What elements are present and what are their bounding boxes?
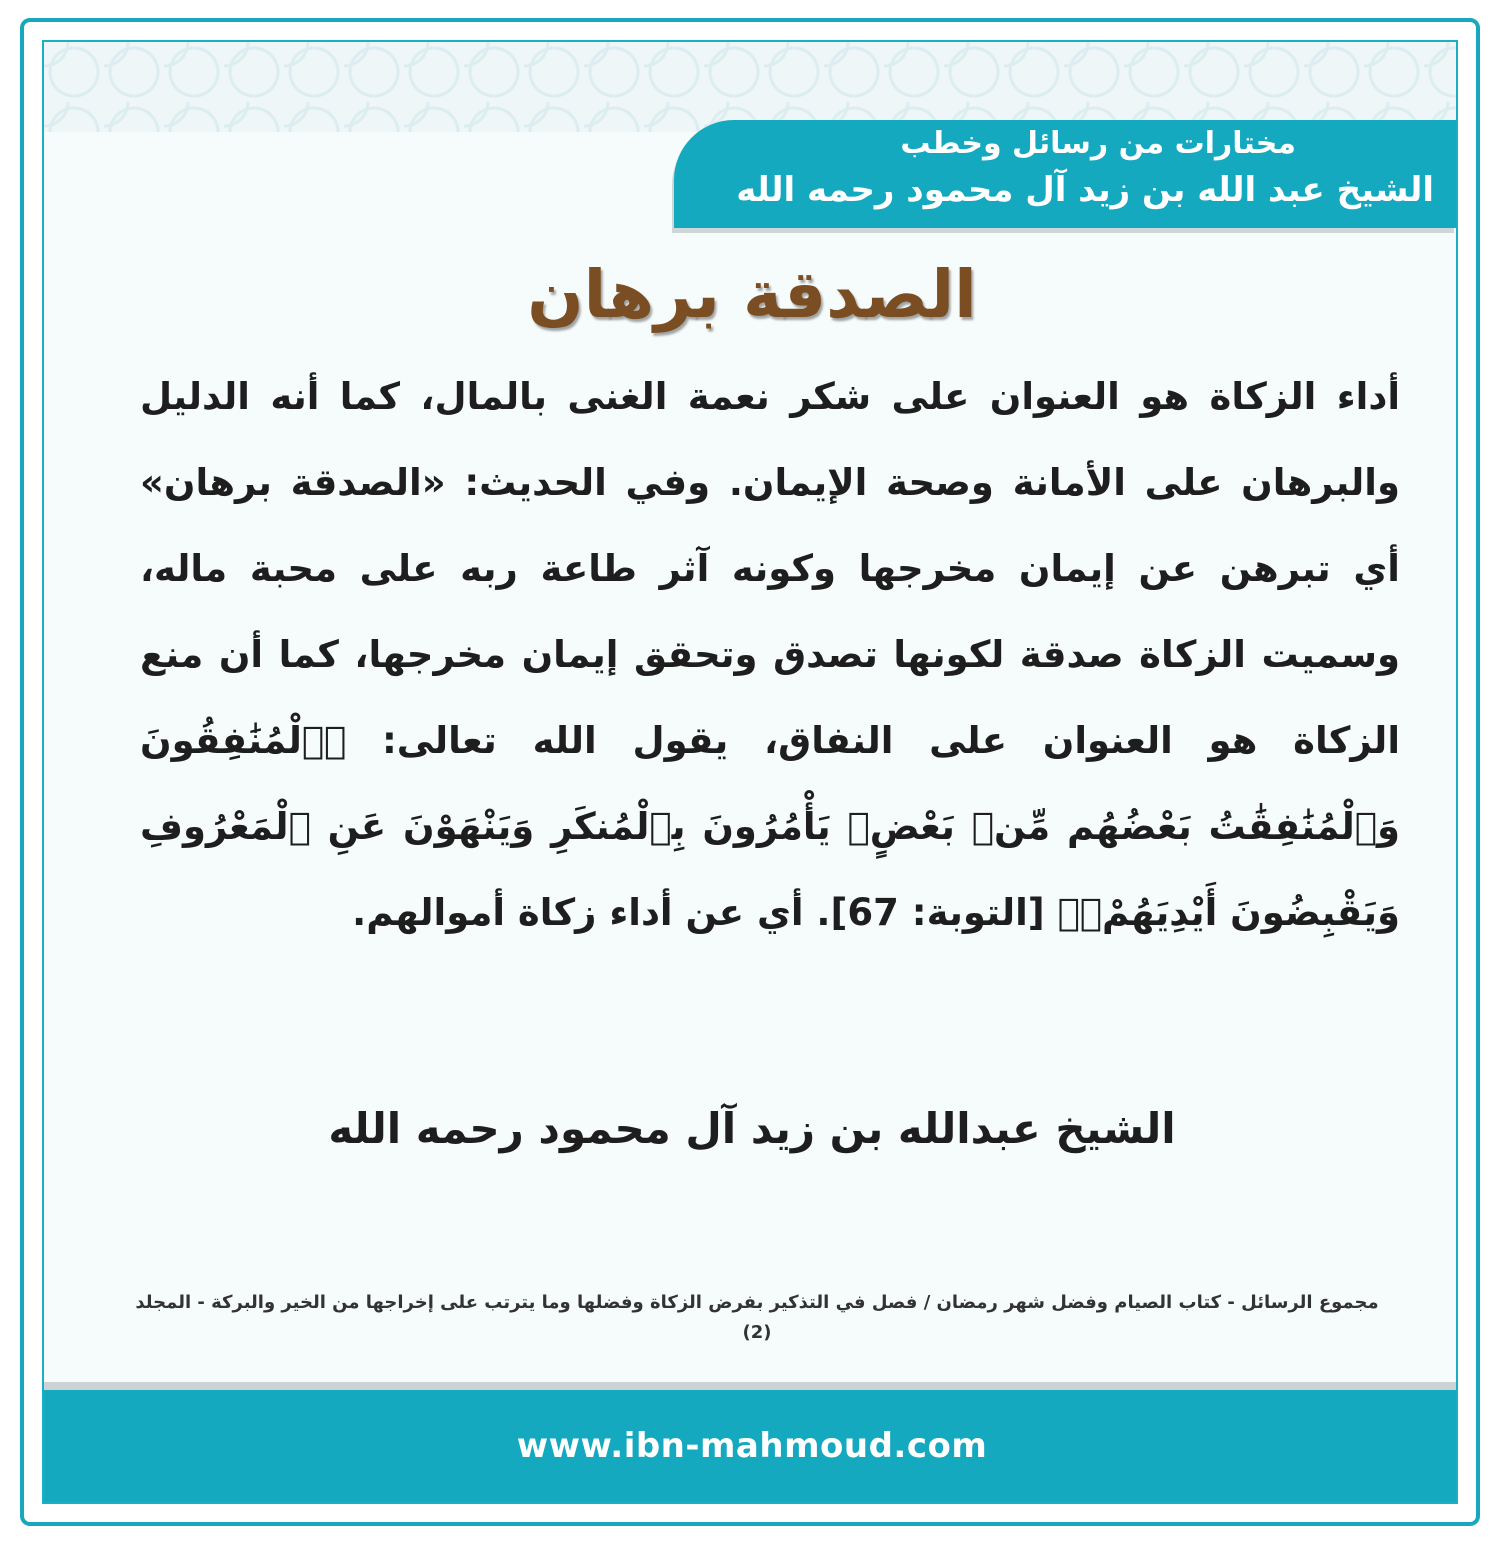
footer-divider xyxy=(44,1382,1458,1390)
website-link[interactable]: www.ibn-mahmoud.com xyxy=(516,1426,988,1466)
author-signature: الشيخ عبدالله بن زيد آل محمود رحمه الله xyxy=(328,1104,1176,1153)
source-citation: مجموع الرسائل - كتاب الصيام وفضل شهر رمضان / فصل في التذكير بفرض الزكاة وفضلها وما يترتب على إخراجها من الخير والبركة - المجلد (2) xyxy=(135,1292,1379,1343)
footer-bar xyxy=(44,1390,1458,1504)
header-author: الشيخ عبد الله بن زيد آل محمود رحمه الله xyxy=(736,170,1434,210)
card xyxy=(42,40,1458,1504)
outer-frame xyxy=(20,18,1480,1526)
header-series-title: مختارات من رسائل وخطب xyxy=(900,126,1296,161)
page-title: الصدقة برهان xyxy=(527,256,977,333)
body-text: أداء الزكاة هو العنوان على شكر نعمة الغنى بالمال، كما أنه الدليل والبرهان على الأمانة وصحة الإيمان. وفي الحديث: «الصدقة برهان» أي تبرهن عن إيمان مخرجها وكونه آثر طاعة ربه على محبة ماله، وسميت الزكاة صدقة لكونها تصدق وتحقق إيمان مخرجها، كما أن منع الزكاة هو العنوان على النفاق، يقول الله تعالى: ﴿ٱلْمُنَٰفِقُونَ وَٱلْمُنَٰفِقَٰتُ بَعْضُهُم مِّنۢ بَعْضٍۚ يَأْمُرُونَ بِٱلْمُنكَرِ وَيَنْهَوْنَ عَنِ ٱلْمَعْرُوفِ وَيَقْبِضُونَ أَيْدِيَهُمْۚ﴾ [التوبة: 67]. أي عن أداء زكاة أموالهم. xyxy=(140,375,1400,934)
header-banner xyxy=(674,120,1456,228)
decorative-pattern xyxy=(44,42,1458,132)
